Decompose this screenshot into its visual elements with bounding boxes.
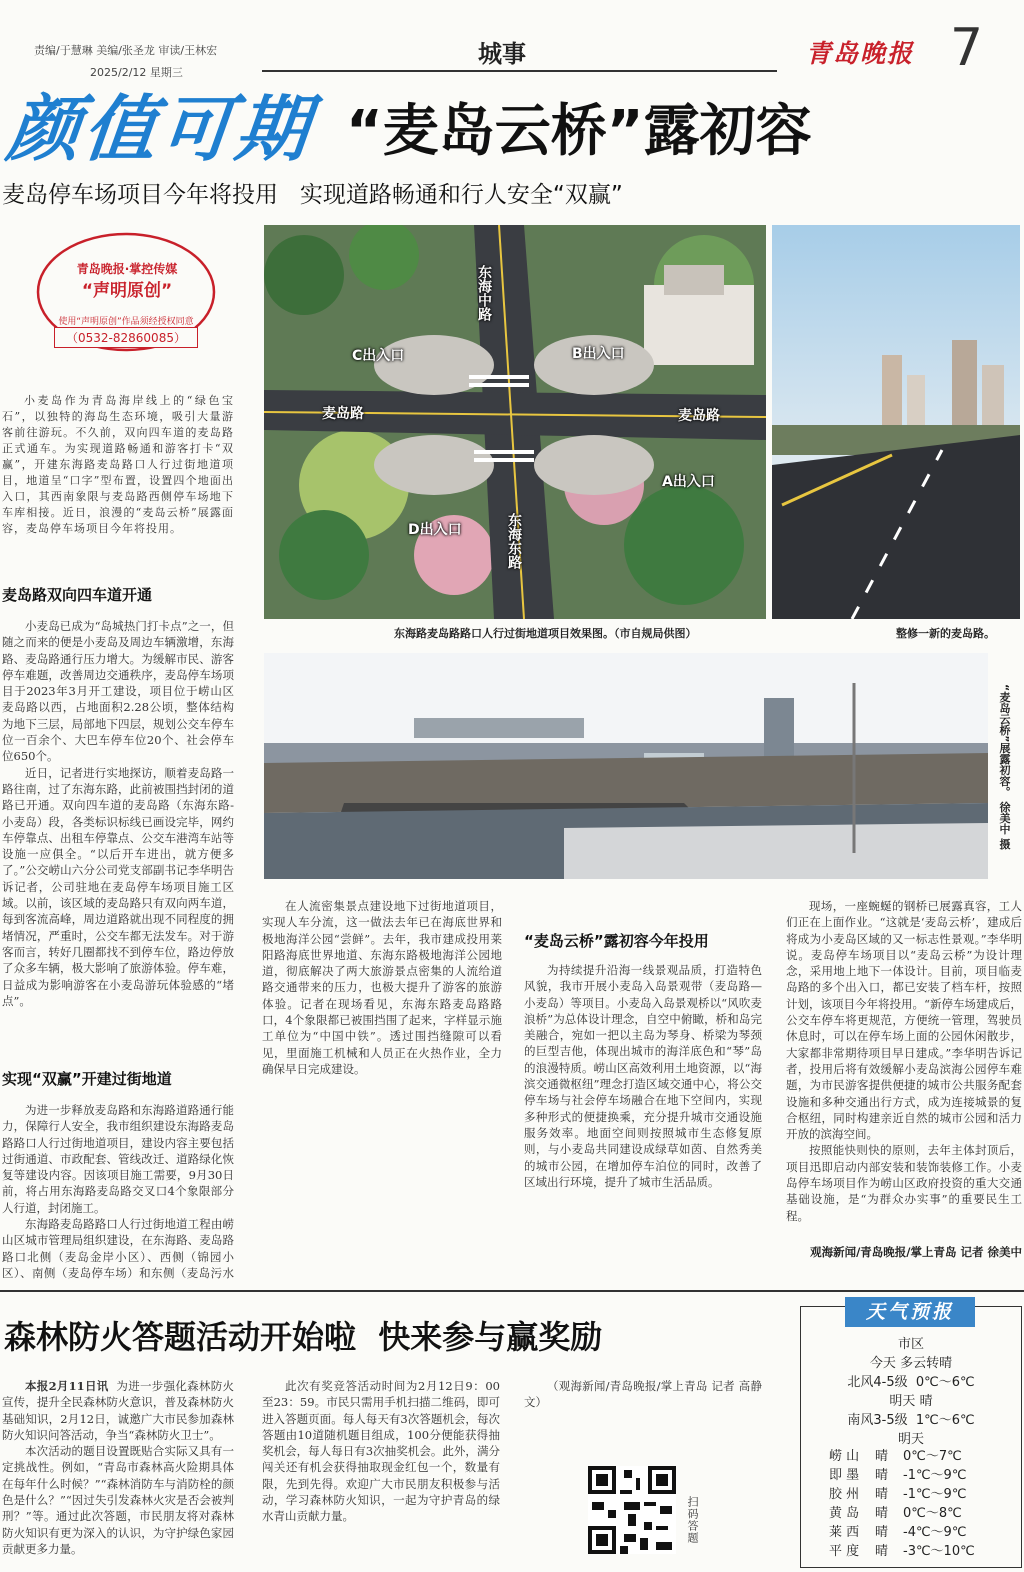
weather-tomorrow-wind: 南风3-5级: [847, 1413, 908, 1428]
weather-title: 天气预报: [845, 1297, 975, 1327]
page-number: 7: [950, 18, 984, 78]
section3-paragraph: 现场，一座蜿蜒的钢桥已展露真容，工人们正在上面作业。“这就是‘麦岛云桥’，建成后将成为小麦岛区域的又一标志性景观。”李华明说。麦岛停车场项目以“麦岛云桥”为设计理念，采用地上地下一体设计。目前，项目临麦岛路的多个出入口，都已安装了档车杆，按照计划，该项目今年将投用。“新停车场建成后，公交车停车将更规范，方便统一管理，驾驶员休息时，可以在停车场上面的公园休闲散步，大家都非常期待项目早日建成。”李华明告诉记者，投用后将有效缓解小麦岛滨海公园停车难题，为市民游客提供便捷的城市公共服务配套设施和多种交通出行方式，成为连接城景的复合枢纽，同时构建亲近自然的城市公园和活力开放的滨海空间。: [786, 899, 1022, 1142]
section-name: 城事: [478, 40, 526, 68]
section3-paragraph: 按照能快则快的原则，去年主体封顶后，项目迅即启动内部安装和装饰装修工作。小麦岛停车场项目作为崂山区政府投资的重大交通基础设施，是“为群众办实事”的重要民生工程。: [786, 1143, 1022, 1223]
weather-districts-header: 明天: [897, 1432, 924, 1447]
article2-title: 森林防火答题活动开始啦 快来参与赢奖励: [4, 1318, 603, 1356]
label-entrance-a: A出入口: [662, 474, 715, 490]
district-cond: 晴: [875, 1487, 889, 1502]
weather-district-row: [829, 1523, 1009, 1542]
section2-body-col1: [2, 1102, 234, 1280]
section3-byline: 观海新闻/青岛晚报/掌上青岛 记者 徐美中: [810, 1245, 1022, 1259]
article2-byline: （观海新闻/青岛晚报/掌上青岛 记者 高静文）: [524, 1379, 762, 1410]
label-maidao-road-east: 麦岛路: [678, 408, 720, 424]
section2-body-col2: [262, 898, 502, 1276]
weather-district-row: [829, 1466, 1009, 1485]
section2-heading: 实现“双赢”开建过街地道: [2, 1070, 172, 1088]
qr-code-icon: [588, 1466, 676, 1554]
article2-body-col2: [262, 1378, 500, 1568]
section1-heading: 麦岛路双向四车道开通: [2, 586, 153, 604]
cloud-bridge-image: [264, 653, 988, 879]
bridge-photo: [264, 653, 988, 879]
section3-heading: “麦岛云桥”露初容今年投用: [524, 932, 709, 950]
district-name: 胶 州: [829, 1487, 860, 1502]
lead-paragraph: [2, 393, 234, 573]
bridge-caption: “麦岛云桥”展露初容。 徐美中 摄: [998, 684, 1011, 850]
qr-label: 扫码答题: [686, 1496, 699, 1544]
weather-today-temp: 0℃～6℃: [915, 1375, 975, 1390]
weather-today-wind: 北风4-5级: [847, 1375, 908, 1390]
label-donghai-east-road: 东海东路: [506, 513, 522, 569]
district-temp: -4℃～9℃: [903, 1525, 967, 1540]
weather-region: 市区: [897, 1337, 924, 1352]
district-temp: -1℃～9℃: [903, 1487, 967, 1502]
weather-tomorrow: [801, 1390, 1021, 1409]
section2-paragraph: 在人流密集景点建设地下过街地道项目，实现人车分流，这一做法去年已在海底世界和极地海洋公园“尝鲜”。去年，我市建成投用莱阳路海底世界地道、东海东路极地海洋公园地道，彻底解决了两大旅游景点密集的人流给道路交通带来的压力，也极大提升了游客的旅游体验。记者在现场看见，东海东路麦岛路路口，4个象限都已被围挡围了起来，字样显示施工单位为“中国中铁”。透过围挡缝隙可以看见，里面施工机械和人员正在火热作业，全力确保早日完成建设。: [262, 899, 502, 1076]
weather-today-label: 今天: [869, 1356, 896, 1371]
weather-district-row: [829, 1485, 1009, 1504]
district-cond: 晴: [875, 1525, 889, 1540]
district-temp: -1℃～9℃: [903, 1468, 967, 1483]
section1-paragraph: 近日，记者进行实地探访，顺着麦岛路一路往南，过了东海东路，此前被围挡封闭的道路已开通。双向四车道的麦岛路（东海东路-小麦岛）段，各类标识标线已画设完毕，网约车停靠点、出租车停靠点、公交车港湾车站等设施一应俱全。“以后开车进出，就方便多了。”公交崂山六分公司党支部副书记李华明告诉记者，公司驻地在麦岛停车场项目施工区域。以前，该区域的麦岛路只有双向两车道，每到客流高峰，周边道路就出现不同程度的拥堵情况，严重时，公交车都无法发车。对于游客而言，转好几圈都找不到停车位，路边停放了众多车辆，极大影响了旅游体验。停车难，日益成为影响游客在小麦岛游玩体验感的“堵点”。: [2, 765, 234, 1008]
lead-text: 小麦岛作为青岛海岸线上的“绿色宝石”，以独特的海岛生态环境，吸引大量游客前往游玩。不久前，双向四车道的麦岛路正式通车。为实现道路畅通和游客打卡“双赢”，开建东海路麦岛路口人行过街地道项目，地道呈“口字”型布置，设置四个地面出入口，其西南象限与麦岛路西侧停车场地下车库相接。近日，浪漫的“麦岛云桥”展露面容，麦岛停车场项目今年将投用。: [2, 394, 234, 535]
stamp-phone: （0532-82860085）: [54, 327, 198, 348]
label-entrance-c: C出入口: [352, 348, 405, 364]
district-name: 莱 西: [829, 1525, 860, 1540]
article2-dateline: 本报2月11日讯: [25, 1379, 109, 1393]
weather-district-row: [829, 1447, 1009, 1466]
label-entrance-d: D出入口: [408, 522, 462, 538]
issue-date: 2025/2/12 星期三: [90, 66, 183, 79]
district-cond: 晴: [875, 1506, 889, 1521]
article2-body-col3: [524, 1378, 762, 1448]
original-claim-stamp: [32, 230, 220, 354]
article2-body-col1: [2, 1378, 234, 1568]
weather-today-cond: 多云转晴: [900, 1356, 953, 1371]
rendering-photo: [264, 225, 766, 619]
weather-district-row: [829, 1504, 1009, 1523]
section1-paragraph: 小麦岛已成为“岛城热门打卡点”之一，但随之而来的便是小麦岛及周边车辆激增，东海路、麦岛路通行压力增大。为缓解市民、游客停车难题，改善周边交通秩序，麦岛停车场项目于2023年3月开工建设，项目位于崂山区麦岛路以西，占地面积2.28公顷，整体结构为地下三层，局部地下四层，规划公交车停车位一百余个、大巴车停车位20个、社会停车位650个。: [2, 619, 234, 764]
district-temp: -3℃～10℃: [903, 1544, 975, 1559]
stamp-line1: 青岛晚报·掌控传媒: [76, 262, 178, 276]
headline-subtitle: 麦岛停车场项目今年将投用 实现道路畅通和行人安全“双赢”: [2, 182, 623, 208]
weather-tomorrow-temp: 1℃～6℃: [915, 1413, 975, 1428]
label-entrance-b: B出入口: [572, 346, 625, 362]
section1-body: [2, 618, 234, 1058]
district-cond: 晴: [875, 1544, 889, 1559]
maidao-road-image: [772, 225, 1020, 619]
district-name: 即 墨: [829, 1468, 860, 1483]
stamp-line2: “声明原创”: [81, 281, 173, 301]
editors-credit: 责编/于慧琳 美编/张圣龙 审读/王林宏: [34, 44, 218, 57]
weather-today-detail: [801, 1371, 1021, 1390]
weather-district-list: [829, 1447, 1009, 1561]
district-name: 平 度: [829, 1544, 860, 1559]
weather-tomorrow-label: 明天: [889, 1394, 916, 1409]
district-cond: 晴: [875, 1468, 889, 1483]
qr-code[interactable]: [588, 1466, 676, 1554]
stamp-line3: 使用“声明原创”作品须经授权同意: [58, 317, 194, 327]
header-rule: [262, 70, 777, 72]
weather-tomorrow-cond: 晴: [919, 1394, 933, 1409]
road-caption: 整修一新的麦岛路。: [896, 627, 995, 640]
district-temp: 0℃～8℃: [903, 1506, 962, 1521]
weather-district-row: [829, 1542, 1009, 1561]
label-donghai-middle-road: 东海中路: [476, 265, 492, 321]
district-temp: 0℃～7℃: [903, 1449, 962, 1464]
headline-title: “麦岛云桥”露初容: [346, 99, 812, 164]
rendering-caption: 东海路麦岛路路口人行过街地道项目效果图。（市自规局供图）: [394, 627, 697, 640]
district-name: 黄 岛: [829, 1506, 860, 1521]
masthead-logo: 青岛晚报: [806, 39, 915, 68]
weather-box: [800, 1301, 1022, 1568]
article2-paragraph: 本次活动的题目设置既贴合实际又具有一定挑战性。例如，“青岛市森林高火险期具体在每年什么时候？”“森林消防车与消防栓的颜色是什么？”“因过失引发森林火灾是否会被判刑？”等。通过此次答题，市民朋友将对森林防火知识有更为深入的认识，为守护绿色家园贡献更多力量。: [2, 1444, 234, 1556]
section2-paragraph: 东海路麦岛路路口人行过街地道工程由崂山区城市管理局组织建设，在东海路、麦岛路路口北侧（麦岛金岸小区）、西侧（锦园小区）、南侧（麦岛停车场）和东侧（麦岛污水: [2, 1217, 234, 1280]
road-photo: [772, 225, 1020, 619]
article2-paragraph: 此次有奖竞答活动时间为2月12日9：00至23：59。市民只需用手机扫描二维码，即可进入答题页面。每人每天有3次答题机会，每次答题由10道随机题目组成，100分便能获得抽奖机会，每人每日有3次抽奖机会。此外，满分闯关还有机会获得抽取现金红包一个，数量有限，先到先得。欢迎广大市民朋友积极参与活动，学习森林防火知识，一起为守护青岛的绿水青山贡献力量。: [262, 1379, 500, 1524]
headline-kicker: 颜值可期: [3, 86, 317, 171]
section3-body-col4: [786, 898, 1022, 1254]
section3-paragraph: 为持续提升沿海一线景观品质，打造特色风貌，我市开展小麦岛入岛景观带（麦岛路—小麦岛）等项目。小麦岛入岛景观桥以“风吹麦浪桥”为总体设计理念，自空中俯瞰，桥和岛完美融合，宛如一把以主岛为琴身、桥梁为琴颈的巨型吉他，体现出城市的海洋底色和“琴”岛的浪漫特质。崂山区高效利用土地资源，以“海滨交通微枢纽”理念打造区域交通中心，将公交停车场与社会停车场融合在地下空间内，实现多种形式的便捷换乘，充分提升城市交通设施服务效率。地面空间则按照城市生态修复原则，与小麦岛共同建设成绿草如茵、自然秀美的城市公园，在增加停车泊位的同时，改善了区域出行环境，提升了城市生活品质。: [524, 963, 762, 1189]
article2-paragraph: 为进一步强化森林防火宣传，提升全民森林防火意识，普及森林防火基础知识，2月12日，诚邀广大市民参加森林防火知识问答活动，争当“森林防火卫士”。: [2, 1379, 234, 1442]
weather-tomorrow-detail: [801, 1409, 1021, 1428]
section2-paragraph: 为进一步释放麦岛路和东海路道路通行能力，保障行人安全，我市组织建设东海路麦岛路路口人行过街地道项目，建设内容主要包括过街通道、市政配套、管线改迁、道路绿化恢复等建设内容。因该项目施工需要，9月30日前，将占用东海路麦岛路交叉口4个象限部分人行道，封闭施工。: [2, 1103, 234, 1215]
district-cond: 晴: [875, 1449, 889, 1464]
label-maidao-road-west: 麦岛路: [322, 406, 364, 422]
article-divider: [0, 1290, 1024, 1292]
section3-body-col3: [524, 962, 762, 1276]
district-name: 崂 山: [829, 1449, 860, 1464]
weather-today: [801, 1352, 1021, 1371]
